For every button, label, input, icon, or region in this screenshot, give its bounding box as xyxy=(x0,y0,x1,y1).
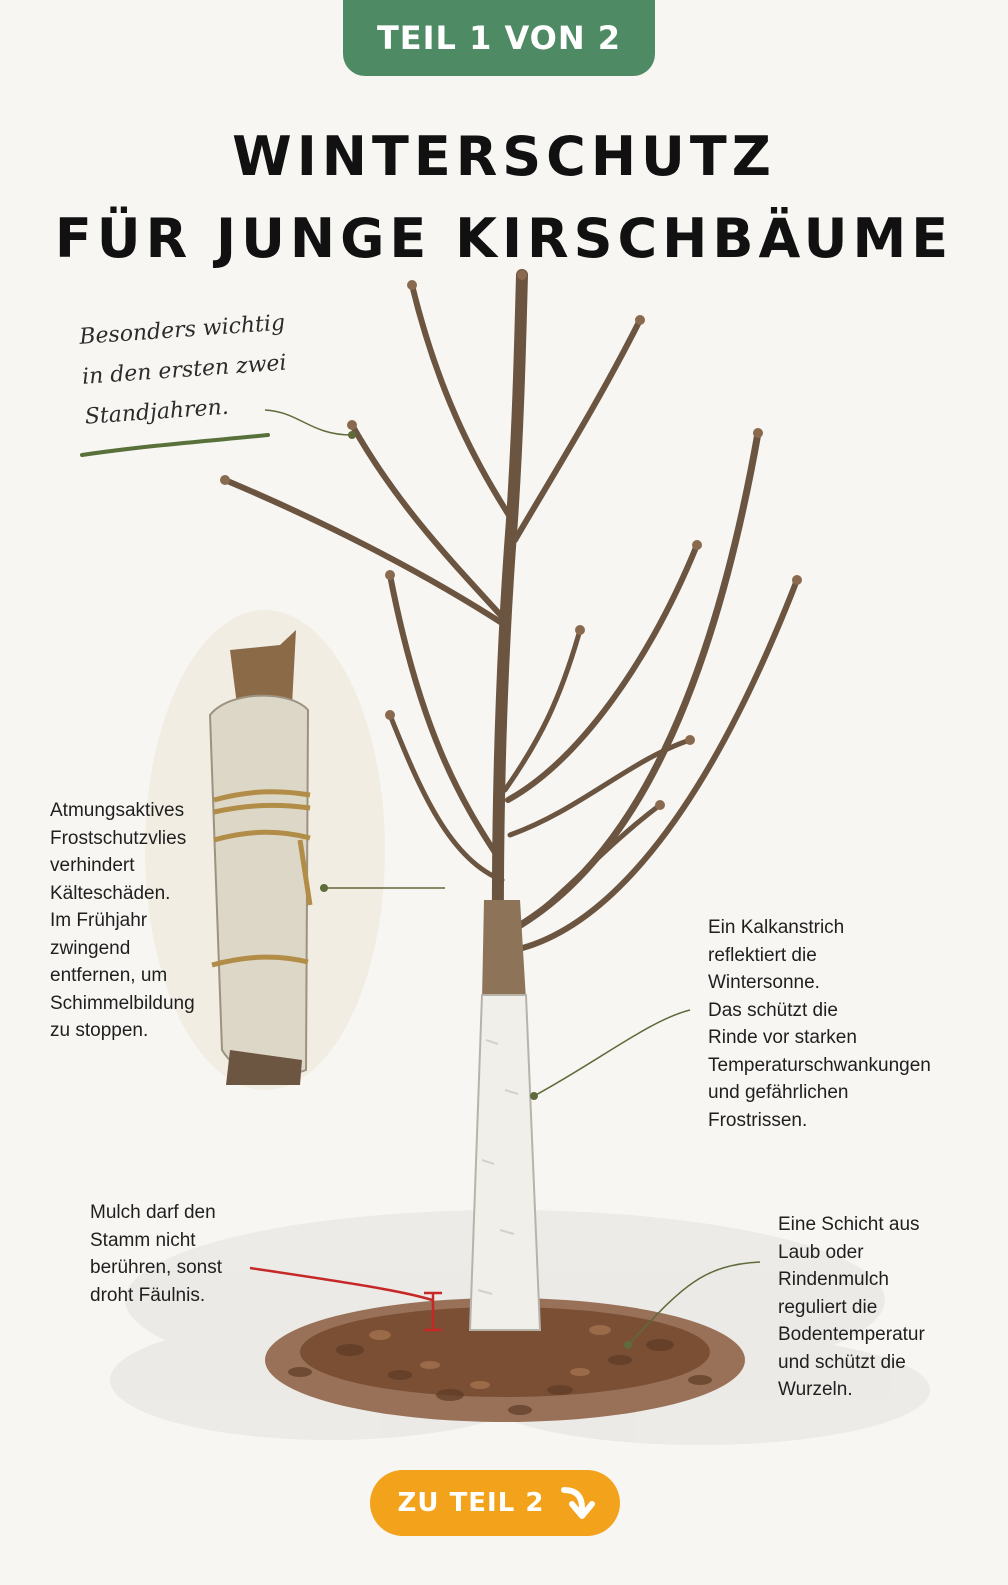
caption-line: Atmungsaktives xyxy=(50,800,185,821)
caption-line: Schimmelbildung xyxy=(50,992,195,1014)
caption-line: berühren, sonst xyxy=(90,1257,223,1278)
lime-paint-caption xyxy=(708,914,931,1134)
caption-line: Wintersonne. xyxy=(708,972,820,993)
caption-line: und gefährlichen xyxy=(708,1082,849,1103)
caption-line: Eine Schicht aus xyxy=(778,1214,920,1235)
mulch-layer-caption xyxy=(778,1211,925,1404)
caption-line: Frostschutzvlies xyxy=(50,827,187,849)
tree-trunk xyxy=(470,900,540,1330)
note-underline xyxy=(82,435,268,455)
caption-line: reguliert die xyxy=(778,1296,878,1318)
caption-line: droht Fäulnis. xyxy=(90,1284,206,1306)
caption-line: Ein Kalkanstrich xyxy=(708,917,845,938)
caption-line: Laub oder xyxy=(778,1241,864,1263)
next-part-button[interactable] xyxy=(370,1470,620,1536)
handwritten-note-line: Besonders wichtig xyxy=(78,310,286,350)
next-part-label: ZU TEIL 2 xyxy=(397,1488,545,1518)
caption-line: Im Frühjahr xyxy=(50,910,148,931)
caption-line: reflektiert die xyxy=(708,944,817,966)
caption-line: Mulch darf den xyxy=(90,1202,216,1223)
caption-line: Wurzeln. xyxy=(778,1379,853,1400)
mulch-gap-caption xyxy=(90,1199,222,1309)
page-title-line1: WINTERSCHUTZ xyxy=(232,125,776,188)
arrow-down-right-icon xyxy=(558,1484,596,1522)
caption-line: zwingend xyxy=(50,937,131,959)
caption-line: Rinde vor starken xyxy=(708,1027,857,1048)
caption-line: verhindert xyxy=(50,855,135,876)
caption-line: und schützt die xyxy=(778,1351,906,1373)
part-indicator-tab: TEIL 1 VON 2 xyxy=(343,0,655,76)
caption-line: Das schützt die xyxy=(708,999,838,1021)
caption-line: Bodentemperatur xyxy=(778,1324,925,1345)
caption-line: Stamm nicht xyxy=(90,1229,196,1251)
caption-line: zu stoppen. xyxy=(50,1020,149,1041)
page-title-line2: FÜR JUNGE KIRSCHBÄUME xyxy=(54,207,954,270)
handwritten-note-line: Standjahren. xyxy=(84,394,230,430)
caption-line: Frostrissen. xyxy=(708,1109,808,1131)
caption-line: entfernen, um xyxy=(50,965,168,986)
caption-line: Kälteschäden. xyxy=(50,882,171,904)
handwritten-note-line: in den ersten zwei xyxy=(81,350,288,390)
caption-line: Temperaturschwankungen xyxy=(708,1054,931,1076)
handwritten-note xyxy=(78,302,316,438)
page-title xyxy=(0,116,1008,280)
caption-line: Rindenmulch xyxy=(778,1269,889,1290)
fleece-caption xyxy=(50,797,195,1045)
